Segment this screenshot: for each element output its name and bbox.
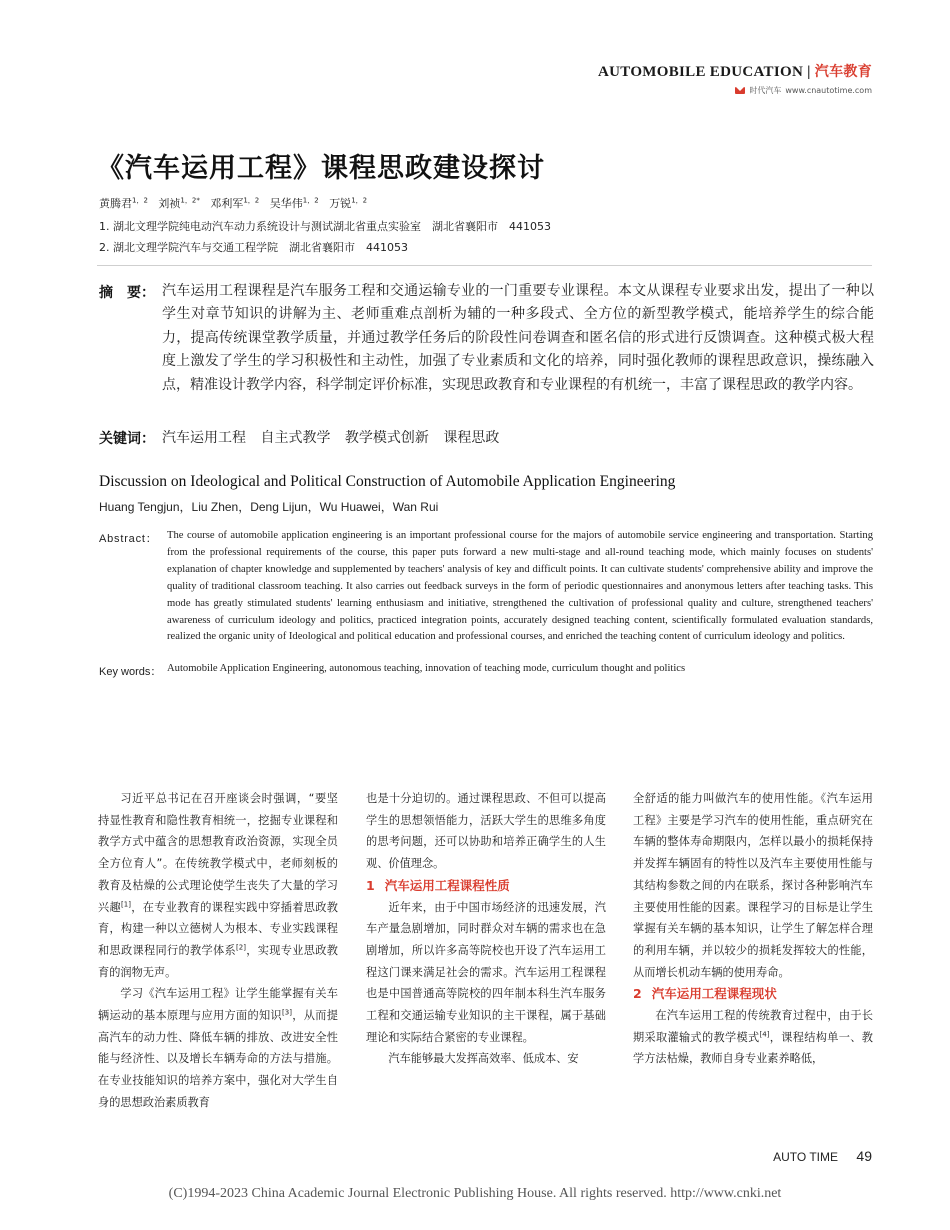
paragraph: 习近平总书记在召开座谈会时强调，“要坚持显性教育和隐性教育相统一，挖掘专业课程和教学方式中蕴含的思想教育政治资源，实现全员全方位育人”。在传统教学模式中，老师刻板的教育及枯燥的公式理论使学生丧失了大量的学习兴趣[1]，在专业教育的课程实践中穿插着思政教育，构建一种以立德树人为根本、专业实践课程和思政课程同行的教学体系[2]，实现专业思政教育的润物无声。	[98, 792, 338, 979]
copyright-notice: (C)1994-2023 China Academic Journal Electronic Publishing House. All rights reserved. http://www.cnki.net	[168, 1186, 782, 1201]
section-title: 汽车运用工程课程现状	[651, 986, 777, 1002]
journal-name-cn: 汽车教育	[814, 64, 872, 80]
paragraph: 汽车能够最大发挥高效率、低成本、安	[388, 1052, 579, 1066]
keywords-text: 汽车运用工程 自主式教学 教学模式创新 课程思政	[162, 430, 500, 446]
section-number: 2	[633, 986, 642, 1002]
paragraph: 全舒适的能力叫做汽车的使用性能。《汽车运用工程》主要是学习汽车的使用性能，重点研究在车辆的整体寿命期限内，怎样以最小的损耗保持并发挥车辆固有的特性以及汽车主要使用性能与其结构参数之间的内在联系，探讨各种影响汽车主要使用性能的因素。课程学习的目标是让学生掌握有关车辆的基本知识，让学生了解怎样合理的利用车辆，并以较少的损耗发挥较大的性能，从而增长机动车辆的使用寿命。	[633, 792, 873, 979]
author-affil: 1，2	[302, 196, 319, 205]
author-affil: 1，2*	[180, 196, 200, 205]
journal-site	[735, 85, 872, 96]
paragraph: 学习《汽车运用工程》让学生能掌握有关车辆运动的基本原理与应用方面的知识[3]，从而提高汽车的动力性、降低车辆的排放、改进安全性能与经济性、以及增长车辆寿命的方法与措施。在专业技能知识的培养方案中，强化对大学生自身的思想政治素质教育	[98, 987, 338, 1109]
english-keywords-label: Key words：	[99, 666, 162, 678]
section-title: 汽车运用工程课程性质	[384, 877, 510, 893]
paper-title: 《汽车运用工程》课程思政建设探讨	[97, 153, 545, 184]
abstract-label: 摘 要：	[99, 285, 155, 301]
section-heading-1	[366, 875, 606, 897]
author-affil: 1，2	[243, 196, 260, 205]
english-abstract-label: Abstract：	[99, 533, 158, 545]
paragraph: 近年来，由于中国市场经济的迅速发展，汽车产量急剧增加，同时群众对车辆的需求也在急剧增加，所以许多高等院校也开设了汽车运用工程这门课来满足社会的需求。汽车运用工程课程也是中国普通高等院校的四年制本科生汽车服务工程和交通运输专业知识的主干课程，属于基础理论和实际结合紧密的专业课程。	[366, 900, 606, 1044]
abstract-text: 汽车运用工程课程是汽车服务工程和交通运输专业的一门重要专业课程。本文从课程专业要求出发，提出了一种以学生对章节知识的讲解为主、老师重难点剖析为辅的一种多段式、全方位的新型教学模式，能培养学生的综合能力，提高传统课堂教学质量，并通过教学任务后的阶段性问卷调查和匿名信的形式进行反馈调查。这种模式极大程度上激发了学生的学习积极性和主动性，加强了专业素质和文化的培养，同时强化教师的课程思政意识，操练融入点，精准设计教学内容，科学制定评价标准，实现思政教育和专业课程的有机统一，丰富了课程思政的教学内容。	[162, 283, 874, 393]
author-name: 黄腾君	[99, 197, 132, 210]
section-number: 1	[366, 877, 375, 893]
author-name: 吴华伟	[269, 197, 303, 210]
section-heading-2	[633, 983, 873, 1005]
author-affil: 1，2	[351, 196, 368, 205]
citation[interactable]: [1]	[121, 899, 131, 908]
footer-journal: AUTO TIME	[773, 1150, 838, 1164]
author-name: 邓利军	[210, 197, 244, 210]
author-name: 万锐	[329, 197, 352, 210]
citation[interactable]: [3]	[282, 1008, 292, 1017]
page-number: 49	[856, 1148, 872, 1164]
keywords-label: 关键词：	[99, 431, 155, 447]
citation[interactable]: [4]	[759, 1030, 770, 1038]
english-keywords-text: Automobile Application Engineering, autonomous teaching, innovation of teaching mode, curriculum thought and politics	[167, 663, 686, 674]
english-authors: Huang Tengjun，Liu Zhen，Deng Lijun，Wu Huawei，Wan Rui	[99, 500, 439, 514]
affiliation-2: 2. 湖北文理学院汽车与交通工程学院 湖北省襄阳市 441053	[99, 241, 408, 254]
mail-icon	[735, 87, 745, 94]
paragraph: 在汽车运用工程的传统教育过程中，由于长期采取灌输式的教学模式[4]，课程结构单一、教学方法枯燥，教师自身专业素养略低，	[633, 1009, 873, 1066]
site-label: 时代汽车	[749, 86, 782, 95]
paragraph: 也是十分迫切的。通过课程思政、不但可以提高学生的思想领悟能力，活跃大学生的思维多角度的思考问题，还可以协助和培养正确学生的人生观、价值理念。	[366, 792, 606, 871]
journal-separator: |	[803, 64, 815, 80]
author-affil: 1，2	[132, 196, 148, 205]
body-column-1	[98, 788, 338, 1114]
journal-name-en: AUTOMOBILE EDUCATION	[598, 64, 804, 80]
body-column-2	[366, 788, 606, 1070]
author-name: 刘祯	[158, 197, 181, 210]
english-title: Discussion on Ideological and Political Construction of Automobile Application Engineering	[99, 473, 676, 490]
citation[interactable]: [2]	[236, 943, 246, 952]
affiliation-1: 1. 湖北文理学院纯电动汽车动力系统设计与测试湖北省重点实验室 湖北省襄阳市 441053	[99, 220, 551, 233]
journal-header	[598, 61, 872, 81]
author-list	[99, 195, 367, 211]
site-url[interactable]: www.cnautotime.com	[785, 86, 872, 95]
divider	[97, 265, 872, 266]
english-abstract-text: The course of automobile application engineering is an important professional course for the majors of automobile service engineering and transportation. Starting from the professional requirements of the course, this paper puts forward a new multi-stage and all-round teaching mode, which mainly focuses on students' explanation of chapter knowledge and supplemented by teachers' analysis of key and difficult points. It can cultivate students' comprehensive ability and improve the quality of traditional classroom teaching. It also carries out feedback surveys in the form of periodic questionnaires and anonymous letters after teaching tasks. This mode has greatly stimulated students' learning enthusiasm and initiative, strengthened the cultivation of professional quality and culture, strengthened teachers' awareness of curriculum ideology and politics, practiced integration points, accurately designed teaching content, scientifically formulated evaluation standards, realized the organic unity of Ideological and political education and professional courses, and enriched the teaching content of curriculum ideology and politics.	[167, 530, 873, 643]
body-column-3	[633, 788, 873, 1070]
